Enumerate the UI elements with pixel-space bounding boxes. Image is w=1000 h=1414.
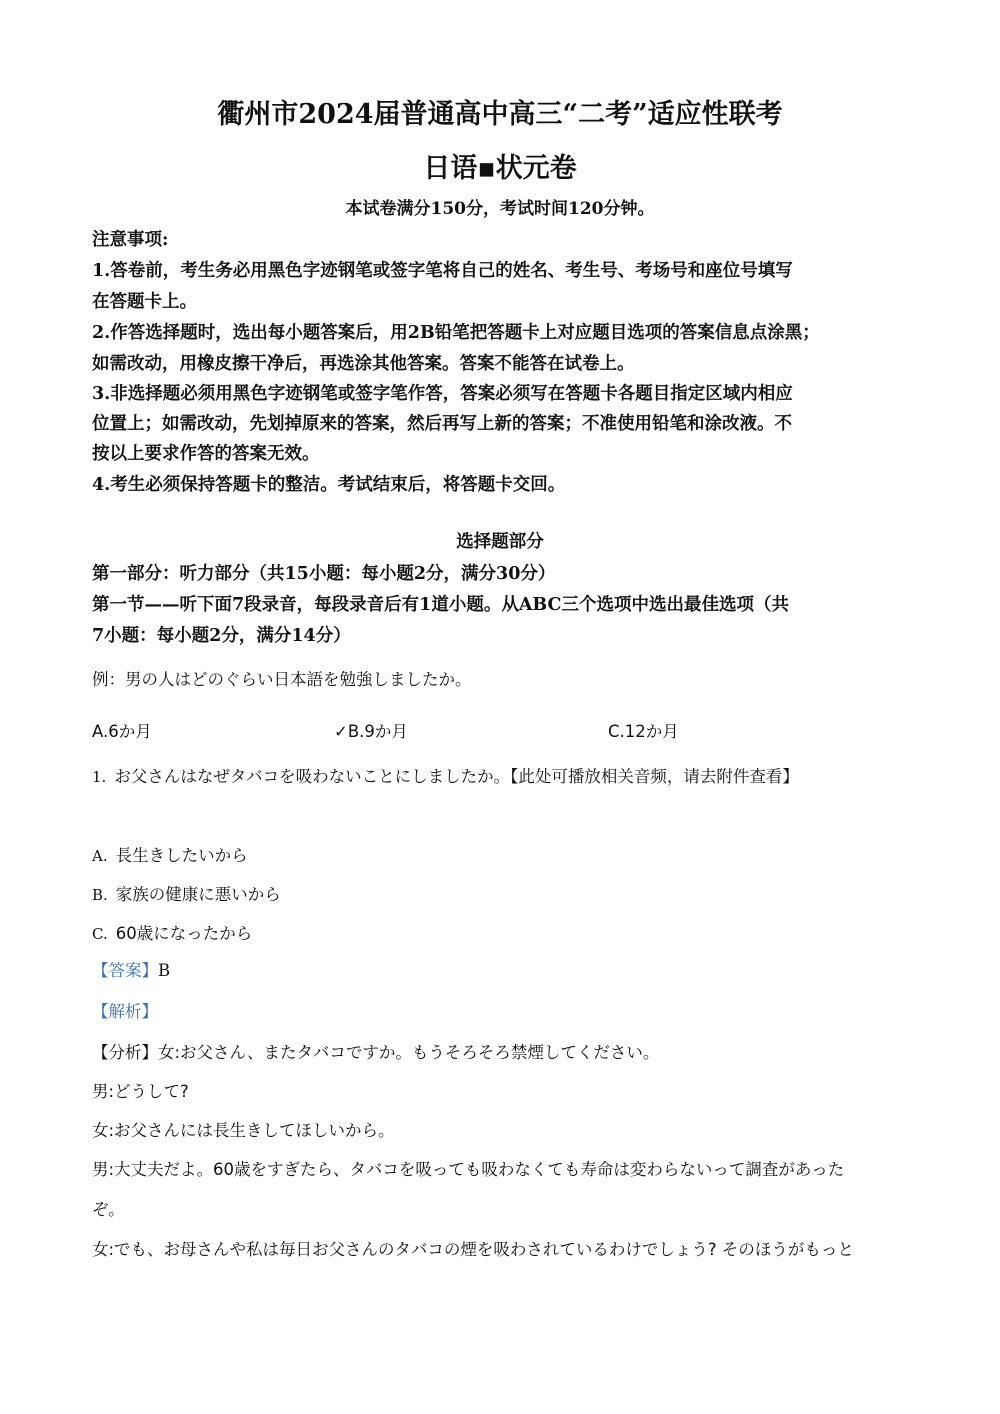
example-option-a: A.6か月 (92, 722, 152, 741)
fenxi-label: 【分析】 (92, 1043, 158, 1062)
option-c (92, 920, 252, 944)
part1-sub-line: 第一节——听下面7段录音，每段录音后有1道小题。从ABC三个选项中选出最佳选项（共 (92, 595, 789, 615)
dialogue-line-1 (92, 1039, 659, 1063)
dialogue-line: 女:でも、お母さんや私は毎日お父さんのタバコの煙を吸わされているわけでしょう? そのほうがもっと (92, 1240, 854, 1259)
dialogue-line: ぞ。 (92, 1200, 125, 1219)
answer-label: 【答案】 (92, 961, 158, 980)
dialogue-text: 女:お父さん、またタバコですか。もうそろそろ禁煙してください。 (158, 1043, 660, 1062)
section-title: 选择题部分 (456, 532, 544, 552)
analysis-label: 【解析】 (92, 1002, 158, 1021)
option-label: B. (92, 886, 108, 904)
question-number: 1. (92, 768, 107, 786)
option-label: C. (92, 925, 108, 943)
note-line: 按以上要求作答的答案无效。 (92, 444, 320, 464)
part1-sub-line: 7小题：每小题2分，满分14分） (92, 626, 351, 646)
page-title: 衢州市2024届普通高中高三“二考”适应性联考 (217, 99, 783, 130)
example-option-c: C.12か月 (608, 722, 679, 741)
example-option-b: ✓B.9か月 (334, 722, 408, 741)
option-text: 家族の健康に悪いから (115, 885, 281, 904)
note-line: 在答题卡上。 (92, 292, 197, 312)
answer-line (92, 957, 170, 981)
option-label: A. (92, 847, 108, 865)
exam-meta: 本试卷满分150分，考试时间120分钟。 (345, 199, 655, 219)
page-subtitle: 日语▪状元卷 (423, 153, 577, 184)
note-line: 如需改动，用橡皮擦干净后，再选涂其他答案。答案不能答在试卷上。 (92, 354, 635, 374)
part1-heading: 第一部分：听力部分（共15小题：每小题2分，满分30分） (92, 564, 556, 584)
option-a (92, 842, 248, 866)
note-line: 1.答卷前，考生务必用黑色字迹钢笔或签字笔将自己的姓名、考生号、考场号和座位号填写 (92, 261, 793, 281)
notes-heading: 注意事项: (92, 230, 169, 250)
option-text: 60歳になったから (115, 924, 253, 943)
note-line: 4.考生必须保持答题卡的整洁。考试结束后，将答题卡交回。 (92, 475, 566, 495)
note-line: 3.非选择题必须用黑色字迹钢笔或签字笔作答，答案必须写在答题卡各题目指定区域内相应 (92, 384, 793, 404)
example-question: 例：男の人はどのぐらい日本語を勉強しましたか。 (92, 670, 472, 689)
note-line: 位置上；如需改动，先划掉原来的答案，然后再写上新的答案；不准使用铅笔和涂改液。不 (92, 414, 792, 434)
question-text: お父さんはなぜタバコを吸わないことにしましたか。 (114, 767, 511, 786)
dialogue-line: 男:大丈夫だよ。60歳をすぎたら、タバコを吸っても吸わなくても寿命は変わらないって調査があった (92, 1160, 845, 1179)
answer-value: B (158, 961, 171, 980)
option-text: 長生きしたいから (115, 846, 248, 865)
dialogue-line: 女:お父さんには長生きしてほしいから。 (92, 1121, 395, 1140)
dialogue-line: 男:どうして? (92, 1082, 189, 1101)
note-line: 2.作答选择题时，选出每小题答案后，用2B铅笔把答题卡上对应题目选项的答案信息点涂黑； (92, 323, 820, 343)
audio-note: 【此处可播放相关音频，请去附件查看】 (510, 767, 799, 786)
option-b (92, 881, 281, 905)
question-1 (92, 763, 799, 787)
